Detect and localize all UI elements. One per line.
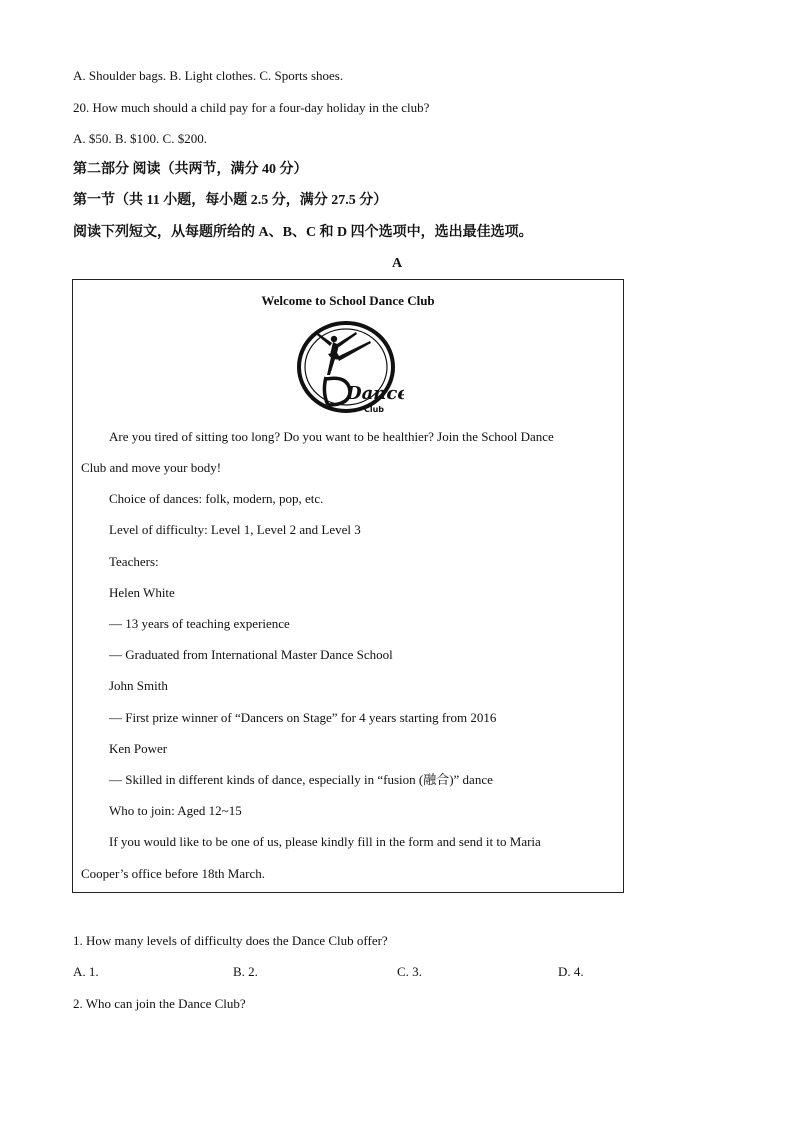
question-2: 2. Who can join the Dance Club? xyxy=(73,996,246,1011)
teacher1-detail2: — Graduated from International Master Dance School xyxy=(109,647,393,662)
q20-options: A. $50. B. $100. C. $200. xyxy=(73,131,207,146)
logo-text-main: Dance xyxy=(346,383,404,404)
dancer-logo-icon xyxy=(292,319,404,419)
difficulty-level: Level of difficulty: Level 1, Level 2 and Level 3 xyxy=(109,522,361,537)
intro-line2: Club and move your body! xyxy=(81,460,222,475)
subsection-title: 第一节（共 11 小题，每小题 2.5 分，满分 27.5 分） xyxy=(73,193,388,208)
teacher2-name: John Smith xyxy=(109,678,168,693)
part-title: 第二部分 阅读（共两节，满分 40 分） xyxy=(73,162,308,177)
teacher3-name: Ken Power xyxy=(109,741,168,756)
dance-club-logo xyxy=(292,319,404,419)
q1-option-b: B. 2. xyxy=(233,964,258,979)
q20-question: 20. How much should a child pay for a four-day holiday in the club? xyxy=(73,100,430,115)
q1-option-c: C. 3. xyxy=(397,964,422,979)
question-1: 1. How many levels of difficulty does the Dance Club offer? xyxy=(73,933,388,948)
teachers-label: Teachers: xyxy=(109,554,159,569)
closing-line1: If you would like to be one of us, please kindly fill in the form and send it to Maria xyxy=(109,834,541,849)
teacher1-detail1: — 13 years of teaching experience xyxy=(109,616,290,631)
closing-line2: Cooper’s office before 18th March. xyxy=(81,866,265,881)
who-to-join: Who to join: Aged 12~15 xyxy=(109,803,242,818)
passage-title: Welcome to School Dance Club xyxy=(261,293,435,308)
passage-letter: A xyxy=(391,256,403,271)
passage-box xyxy=(72,279,624,893)
dance-choice: Choice of dances: folk, modern, pop, etc. xyxy=(109,491,324,506)
q1-option-a: A. 1. xyxy=(73,964,99,979)
q1-option-d: D. 4. xyxy=(558,964,584,979)
logo-text-sub: Club xyxy=(364,405,385,414)
teacher1-name: Helen White xyxy=(109,585,175,600)
q19-options: A. Shoulder bags. B. Light clothes. C. Sports shoes. xyxy=(73,68,344,83)
teacher3-detail1: — Skilled in different kinds of dance, especially in “fusion (融合)” dance xyxy=(109,772,493,787)
instructions: 阅读下列短文，从每题所给的 A、B、C 和 D 四个选项中，选出最佳选项。 xyxy=(73,225,533,240)
teacher2-detail1: — First prize winner of “Dancers on Stage” for 4 years starting from 2016 xyxy=(109,710,497,725)
intro-line1: Are you tired of sitting too long? Do you want to be healthier? Join the School Dance xyxy=(109,429,554,444)
